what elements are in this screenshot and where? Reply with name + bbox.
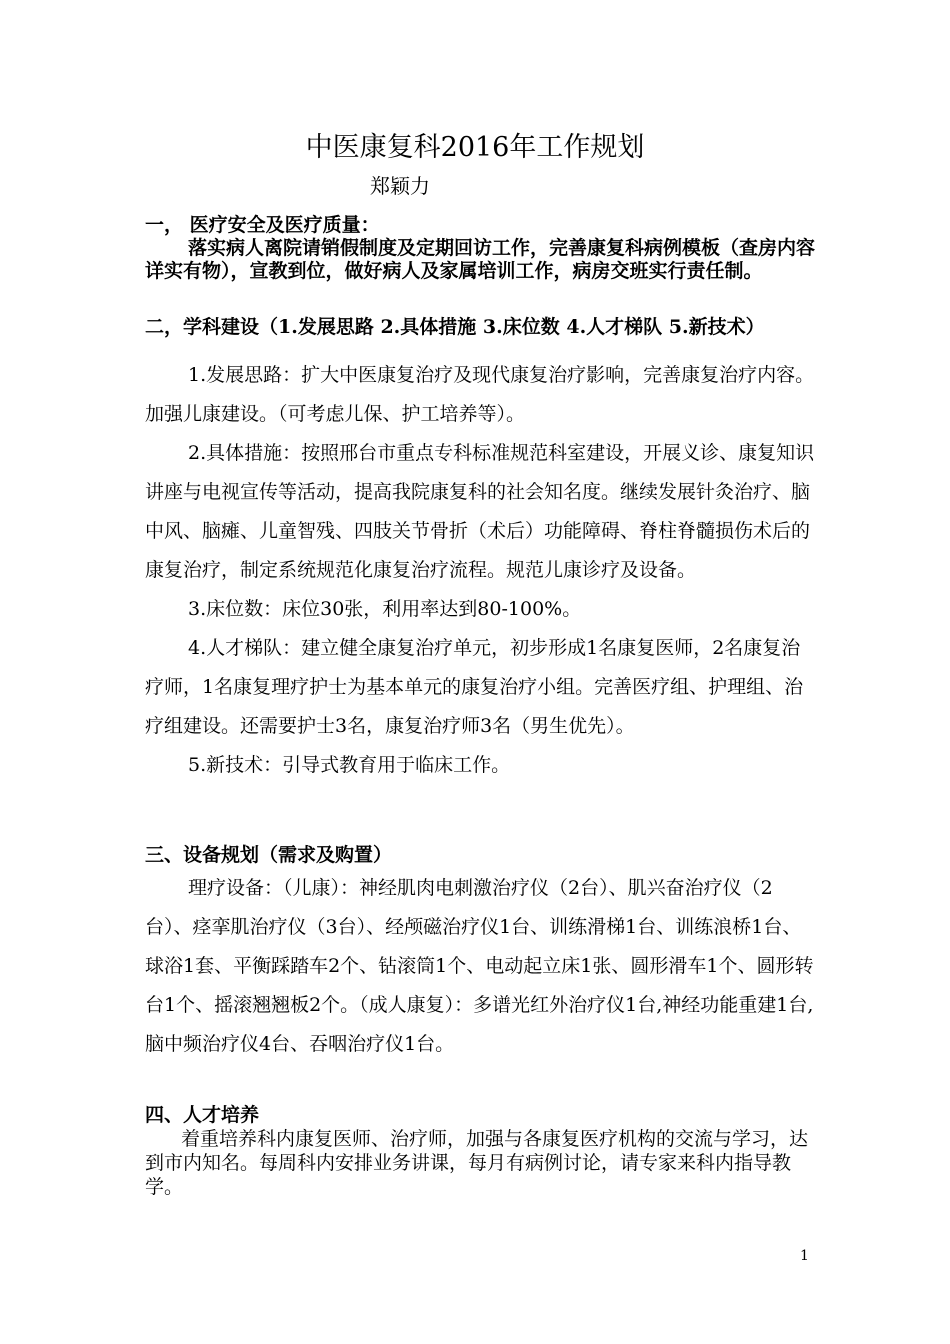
section-body: 落实病人离院请销假制度及定期回访工作，完善康复科病例模板（查房内容详实有物），宣教到位，做好病人及家属培训工作，病房交班实行责任制。 xyxy=(145,237,816,282)
section-heading: 一， 医疗安全及医疗质量： xyxy=(145,214,380,236)
paragraph-equipment: 理疗设备：（儿康）：神经肌肉电刺激治疗仪（2台）、肌兴奋治疗仪（2台）、痉挛肌治疗仪（3台）、经颅磁治疗仪1台、训练滑梯1台、训练浪桥1台、球浴1套、平衡踩踏车2个、钻滚筒1个、电动起立床1张、圆形滑车1个、圆形转台1个、摇滚翘翘板2个。（成人康复）：多谱光红外治疗仪1台,神经功能重建1台,脑中频治疗仪4台、吞咽治疗仪1台。 xyxy=(145,877,814,1055)
document-title: 中医康复科2016年工作规划 xyxy=(305,132,645,163)
section-equipment xyxy=(145,844,815,867)
paragraph-new-tech: 5.新技术：引导式教育用于临床工作。 xyxy=(188,754,511,776)
paragraph-development: 1.发展思路：扩大中医康复治疗及现代康复治疗影响，完善康复治疗内容。 加强儿康建设。（可考虑儿保、护工培养等）。 xyxy=(145,364,815,425)
section-safety-quality xyxy=(145,214,815,283)
paragraph-beds: 3.床位数：床位30张，利用率达到80-100%。 xyxy=(188,598,582,620)
section-heading: 四、人才培养 xyxy=(145,1104,260,1126)
section-heading: 二，学科建设（1.发展思路 2.具体措施 3.床位数 4.人才梯队 5.新技术） xyxy=(145,316,765,338)
section-heading: 三、设备规划（需求及购置） xyxy=(145,844,393,866)
page-number: 1 xyxy=(800,1248,809,1264)
author-name: 郑颖力 xyxy=(370,174,430,198)
section-training xyxy=(145,1104,815,1199)
paragraph-measures: 2.具体措施：按照邢台市重点专科标准规范科室建设，开展义诊、康复知识讲座与电视宣传等活动，提高我院康复科的社会知名度。继续发展针灸治疗、脑中风、脑瘫、儿童智残、四肢关节骨折（术后）功能障碍、脊柱脊髓损伤术后的康复治疗，制定系统规范化康复治疗流程。规范儿康诊疗及设备。 xyxy=(145,442,815,581)
section-discipline xyxy=(145,316,815,339)
section-discipline-paragraphs xyxy=(145,356,815,785)
paragraph-training: 着重培养科内康复医师、治疗师，加强与各康复医疗机构的交流与学习，达到市内知名。每周科内安排业务讲课，每月有病例讨论，请专家来科内指导教学。 xyxy=(145,1128,809,1198)
section-equipment-body xyxy=(145,869,815,1064)
paragraph-talent: 4.人才梯队：建立健全康复治疗单元，初步形成1名康复医师，2名康复治疗师，1名康复理疗护士为基本单元的康复治疗小组。完善医疗组、护理组、治疗组建设。还需要护士3名，康复治疗师3名（男生优先）。 xyxy=(145,637,804,737)
